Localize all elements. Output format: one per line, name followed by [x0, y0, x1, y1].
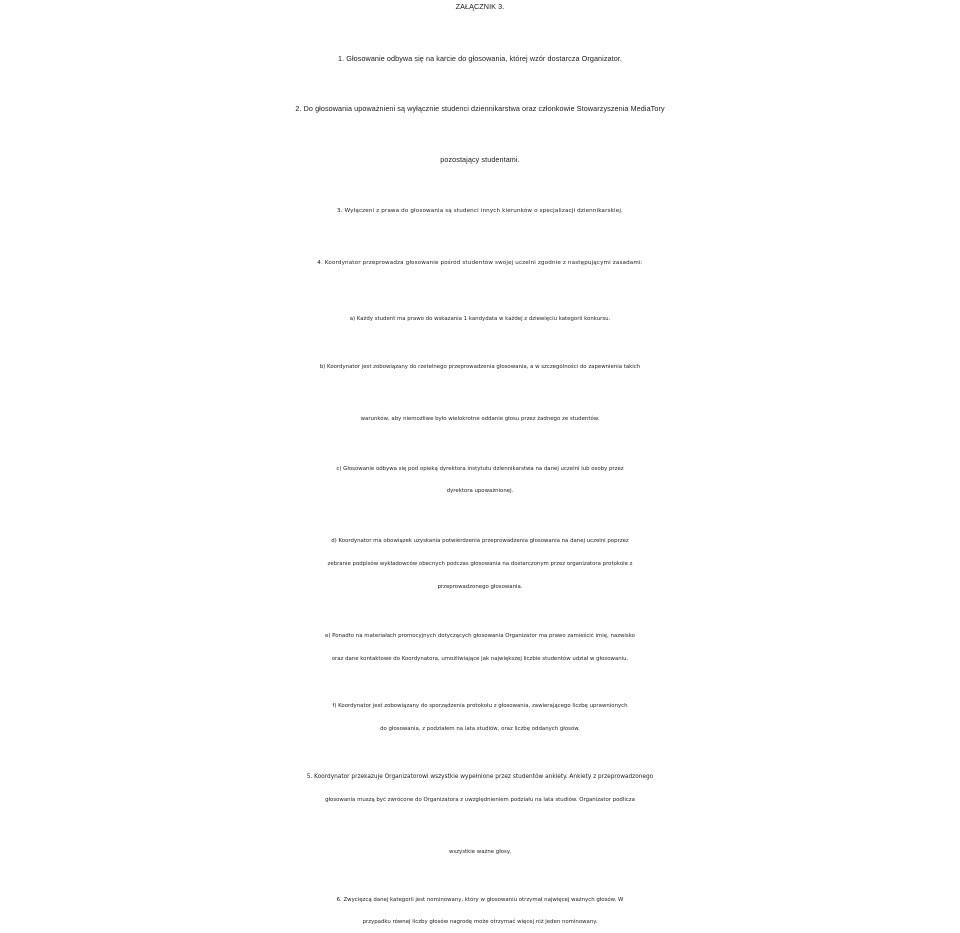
paragraph-5-line-2: głosowania muszą być zwrócone do Organizatora z uwzględnieniem podziału na lata studiów. Organizator podlicza — [325, 797, 635, 803]
rule-d-line-1: d) Koordynator ma obowiązek uzyskania potwierdzenia przeprowadzenia głosowania na danej uczelni poprzez — [331, 538, 629, 544]
rule-c-line-1: c) Głosowanie odbywa się pod opieką dyrektora instytutu dziennikarstwa na danej uczelni lub osoby przez — [336, 466, 624, 472]
rule-e-line-1: e) Ponadto na materiałach promocyjnych dotyczących głosowania Organizator ma prawo zamieścić imię, nazwisko — [325, 633, 635, 639]
rule-d-line-3: przeprowadzonego głosowania. — [437, 584, 523, 590]
rule-b-line-2: warunków, aby niemożliwe było wielokrotne oddanie głosu przez żadnego ze studentów. — [360, 416, 600, 422]
rule-e-line-2: oraz dane kontaktowe do Koordynatora, umożliwiające jak największej liczbie studentów udział w głosowaniu. — [331, 656, 629, 662]
rule-a: a) Każdy student ma prawo do wskazania 1 kandydata w każdej z dziewięciu kategorii konkursu. — [349, 316, 611, 322]
rule-f-line-2: do głosowania, z podziałem na lata studiów, oraz liczbę oddanych głosów. — [380, 726, 580, 732]
paragraph-1: 1. Głosowanie odbywa się na karcie do głosowania, której wzór dostarcza Organizator. — [337, 54, 623, 63]
rule-f-line-1: f) Koordynator jest zobowiązany do sporządzenia protokołu z głosowania, zawierającego liczbę uprawnionych — [332, 703, 628, 709]
paragraph-5-line-3: wszystkie ważne głosy. — [449, 849, 511, 855]
paragraph-2-line-2: pozostający studentami. — [440, 155, 520, 164]
paragraph-4: 4. Koordynator przeprowadza głosowanie pośród studentów swojej uczelni zgodnie z następującymi zasadami: — [317, 260, 643, 266]
paragraph-6-line-2: przypadku równej liczby głosów nagrodę może otrzymać więcej niż jeden nominowany. — [362, 919, 598, 925]
paragraph-6-line-1: 6. Zwycięzcą danej kategorii jest nominowany, który w głosowaniu otrzymał najwięcej ważnych głosów. W — [336, 897, 624, 903]
document-title: ZAŁĄCZNIK 3. — [455, 2, 505, 11]
rule-d-line-2: zebranie podpisów wykładowców obecnych podczas głosowania na dostarczonym przez organizatora protokole z — [327, 561, 633, 567]
paragraph-3: 3. Wyłączeni z prawa do głosowania są studenci innych kierunków o specjalizacji dziennikarskiej. — [337, 208, 623, 214]
rule-b-line-1: b) Koordynator jest zobowiązany do rzetelnego przeprowadzenia głosowania, a w szczególności do zapewnienia takich — [319, 364, 641, 370]
rule-c-line-2: dyrektora upoważnionej. — [446, 488, 514, 494]
paragraph-5-line-1: 5. Koordynator przekazuje Organizatorowi wszystkie wypełnione przez studentów ankiety. Ankiety z przeprowadzonego — [306, 774, 654, 780]
paragraph-2-line-1: 2. Do głosowania upoważnieni są wyłącznie studenci dziennikarstwa oraz członkowie Stowarzyszenia MediaTory — [295, 104, 665, 113]
